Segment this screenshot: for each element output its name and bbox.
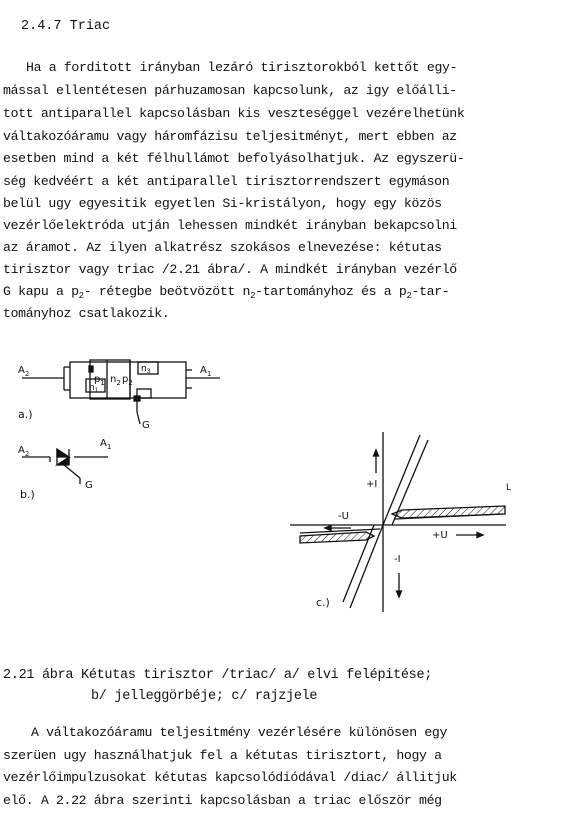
triac-structure-diagram [22, 360, 220, 424]
figure-caption-line-1: 2.21 ábra Kétutas tirisztor /triac/ a/ elvi felépitése; [3, 668, 433, 683]
text-span: az áramot. Az ilyen alkatrész szokásos elnevezése: kétutas [3, 240, 442, 255]
fig-a-terminal-a1: $A_1$ [200, 365, 212, 378]
text-span: mással ellentétesen párhuzamosan kapcsolunk, az igy előálli- [3, 83, 457, 98]
fig-c-plus-i: +I [366, 479, 378, 490]
fig-a-label: a.) [18, 408, 33, 421]
text-line [3, 748, 442, 763]
fig-b-label: b.) [20, 488, 35, 501]
text-span: -tar- [411, 284, 450, 299]
text-span: elő. A 2.22 ábra szerinti kapcsolásban a triac először még [3, 793, 442, 808]
fig-a-terminal-a2: $A_2$ [18, 365, 30, 378]
fig-c-plus-u: +U [432, 530, 448, 541]
fig-b-terminal-a1: $A_1$ [100, 438, 112, 451]
text-line [31, 725, 447, 740]
fig-c-curve-mark: L [506, 483, 512, 493]
fig-a-gate-label: G [142, 420, 150, 431]
section-title: Triac [69, 19, 111, 34]
text-span: Ha a forditott irányban lezáró tirisztorokból kettőt egy- [26, 60, 458, 75]
subscript: 2 [78, 291, 84, 301]
text-span: ség kedvéért a két antiparallel tirisztorrendszert egymáson [3, 174, 450, 189]
subscript: 2 [406, 291, 412, 301]
fig-b-gate-label: G [85, 480, 93, 491]
text-span: vezérlőimpulzusokat kétutas kapcsolódiódával /diac/ állitjuk [3, 770, 457, 785]
triac-characteristic-graph [290, 432, 506, 612]
text-span: - rétegbe beötvözött n [83, 284, 251, 299]
text-span: tott antiparallel kapcsolásban kis veszteséggel vezérelhetünk [3, 106, 465, 121]
text-span: tirisztor vagy triac /2.21 ábra/. A mindkét irányban vezérlő [3, 262, 457, 277]
text-span: A váltakozóáramu teljesitmény vezérlésére különösen egy [31, 725, 448, 740]
text-span: tományhoz csatlakozik. [3, 306, 170, 321]
fig-a-region-n3: $n_3$ [141, 364, 151, 375]
text-span: vezérlőelektróda utján lehessen mindkét irányban bekapcsolni [3, 218, 457, 233]
triac-symbol-diagram [22, 449, 108, 484]
fig-c-minus-i: -I [394, 554, 401, 565]
subscript: 2 [250, 291, 256, 301]
text-span: váltakozóáramu vagy háromfázisu teljesitményt, mert ebben az [3, 129, 457, 144]
fig-c-minus-u: -U [338, 511, 349, 522]
text-span: esetben mind a két félhullámot befolyásolhatjuk. Az egyszerü- [3, 151, 465, 166]
fig-b-terminal-a2: $A_2$ [18, 445, 30, 458]
text-span: -tartományhoz és a p [255, 284, 407, 299]
text-span: belül ugy egyesitik egyetlen Si-kristályon, hogy egy közös [3, 196, 442, 211]
text-line [3, 793, 442, 808]
fig-a-region-n2: $n_2$ [110, 374, 121, 387]
figure-caption-line-2: b/ jelleggörbéje; c/ rajzjele [91, 689, 318, 704]
section-number: 2.4.7 [21, 19, 62, 34]
fig-c-label: c.) [316, 596, 330, 609]
text-span: szerüen ugy használhatjuk fel a kétutas tirisztort, hogy a [3, 748, 442, 763]
fig-a-region-p1: $p_1$ [94, 374, 105, 387]
fig-a-region-n1: $n_1$ [89, 383, 99, 394]
text-line [3, 770, 457, 785]
fig-a-region-p2: $p_2$ [122, 374, 133, 387]
text-span: G kapu a p [3, 284, 79, 299]
